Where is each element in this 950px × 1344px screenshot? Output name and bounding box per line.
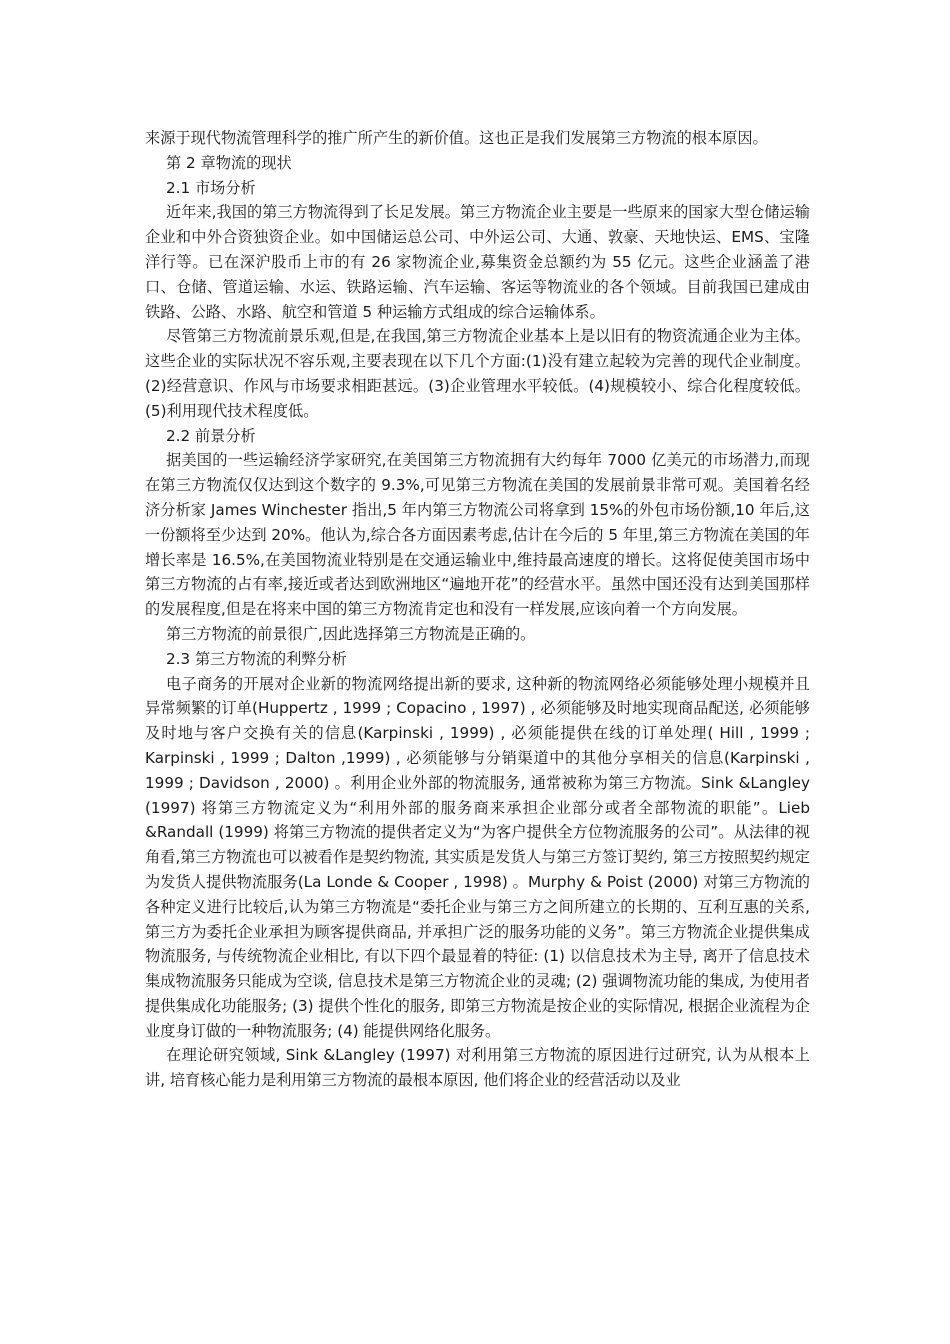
document-page [145,126,810,1093]
section-heading: 2.2 前景分析 [166,426,256,445]
section-heading: 2.1 市场分析 [166,178,256,197]
body-paragraph: 近年来,我国的第三方物流得到了长足发展。第三方物流企业主要是一些原来的国家大型仓储运输企业和中外合资独资企业。如中国储运总公司、中外运公司、大通、敦豪、天地快运、EMS、宝隆洋行等。已在深沪股币上市的有 26 家物流企业,募集资金总额约为 55 亿元。这些企业涵盖了港口、仓储、管道运输、水运、铁路运输、汽车运输、客运等物流业的各个领域。目前我国已建成由铁路、公路、水路、航空和管道 5 种运输方式组成的综合运输体系。 [145,203,810,321]
chapter-heading: 第 2 章物流的现状 [166,153,292,172]
body-paragraph: 据美国的一些运输经济学家研究,在美国第三方物流拥有大约每年 7000 亿美元的市场潜力,而现在第三方物流仅仅达到这个数字的 9.3%,可见第三方物流在美国的发展前景非常可观。美国着名经济分析家 James Winchester 指出,5 年内第三方物流公司将拿到 15%的外包市场份额,10 年后,这一份额将至少达到 20%。他认为,综合各方面因素考虑,估计在今后的 5 年里,第三方物流在美国的年增长率是 16.5%,在美国物流业特别是在交通运输业中,维持最高速度的增长。这将促使美国市场中第三方物流的占有率,接近或者达到欧洲地区“遍地开花”的经营水平。虽然中国还没有达到美国那样的发展程度,但是在将来中国的第三方物流肯定也和没有一样发展,应该向着一个方向发展。 [145,451,810,619]
section-heading: 2.3 第三方物流的利弊分析 [166,649,347,668]
body-paragraph: 尽管第三方物流前景乐观,但是,在我国,第三方物流企业基本上是以旧有的物资流通企业为主体。这些企业的实际状况不容乐观,主要表现在以下几个方面:(1)没有建立起较为完善的现代企业制度。(2)经营意识、作风与市场要求相距甚远。(3)企业管理水平较低。(4)规模较小、综合化程度较低。(5)利用现代技术程度低。 [145,327,810,420]
body-paragraph: 在理论研究领域, Sink &Langley (1997) 对利用第三方物流的原因进行过研究, 认为从根本上讲, 培育核心能力是利用第三方物流的最根本原因, 他们将企业的经营活动以及业 [145,1046,810,1090]
body-paragraph: 第三方物流的前景很广,因此选择第三方物流是正确的。 [166,624,536,643]
body-paragraph: 电子商务的开展对企业新的物流网络提出新的要求, 这种新的物流网络必须能够处理小规模并且异常频繁的订单(Huppertz , 1999 ; Copacino , 1997) , 必须能够及时地实现商品配送, 必须能够及时地与客户交换有关的信息(Karpinski , 1999) , 必须能提供在线的订单处理( Hill , 1999 ; Karpinski , 1999 ; Dalton ,1999) , 必须能够与分销渠道中的其他分享相关的信息(Karpinski , 1999 ; Davidson , 2000) 。利用企业外部的物流服务, 通常被称为第三方物流。Sink &Langley (1997) 将第三方物流定义为“利用外部的服务商来承担企业部分或者全部物流的职能”。Lieb &Randall (1999) 将第三方物流的提供者定义为“为客户提供全方位物流服务的公司”。从法律的视角看,第三方物流也可以被看作是契约物流, 其实质是发货人与第三方签订契约, 第三方按照契约规定为发货人提供物流服务(La Londe & Cooper , 1998) 。Murphy & Poist (2000) 对第三方物流的各种定义进行比较后,认为第三方物流是“委托企业与第三方之间所建立的长期的、互利互惠的关系, 第三方为委托企业承担为顾客提供商品, 并承担广泛的服务功能的义务”。第三方物流企业提供集成物流服务, 与传统物流企业相比, 有以下四个最显着的特征: (1) 以信息技术为主导, 离开了信息技术集成物流服务只能成为空谈, 信息技术是第三方物流企业的灵魂; (2) 强调物流功能的集成, 为使用者提供集成化功能服务; (3) 提供个性化的服务, 即第三方物流是按企业的实际情况, 根据企业流程为企业度身订做的一种物流服务; (4) 能提供网络化服务。 [145,674,810,1040]
body-paragraph: 来源于现代物流管理科学的推广所产生的新价值。这也正是我们发展第三方物流的根本原因。 [145,129,768,147]
